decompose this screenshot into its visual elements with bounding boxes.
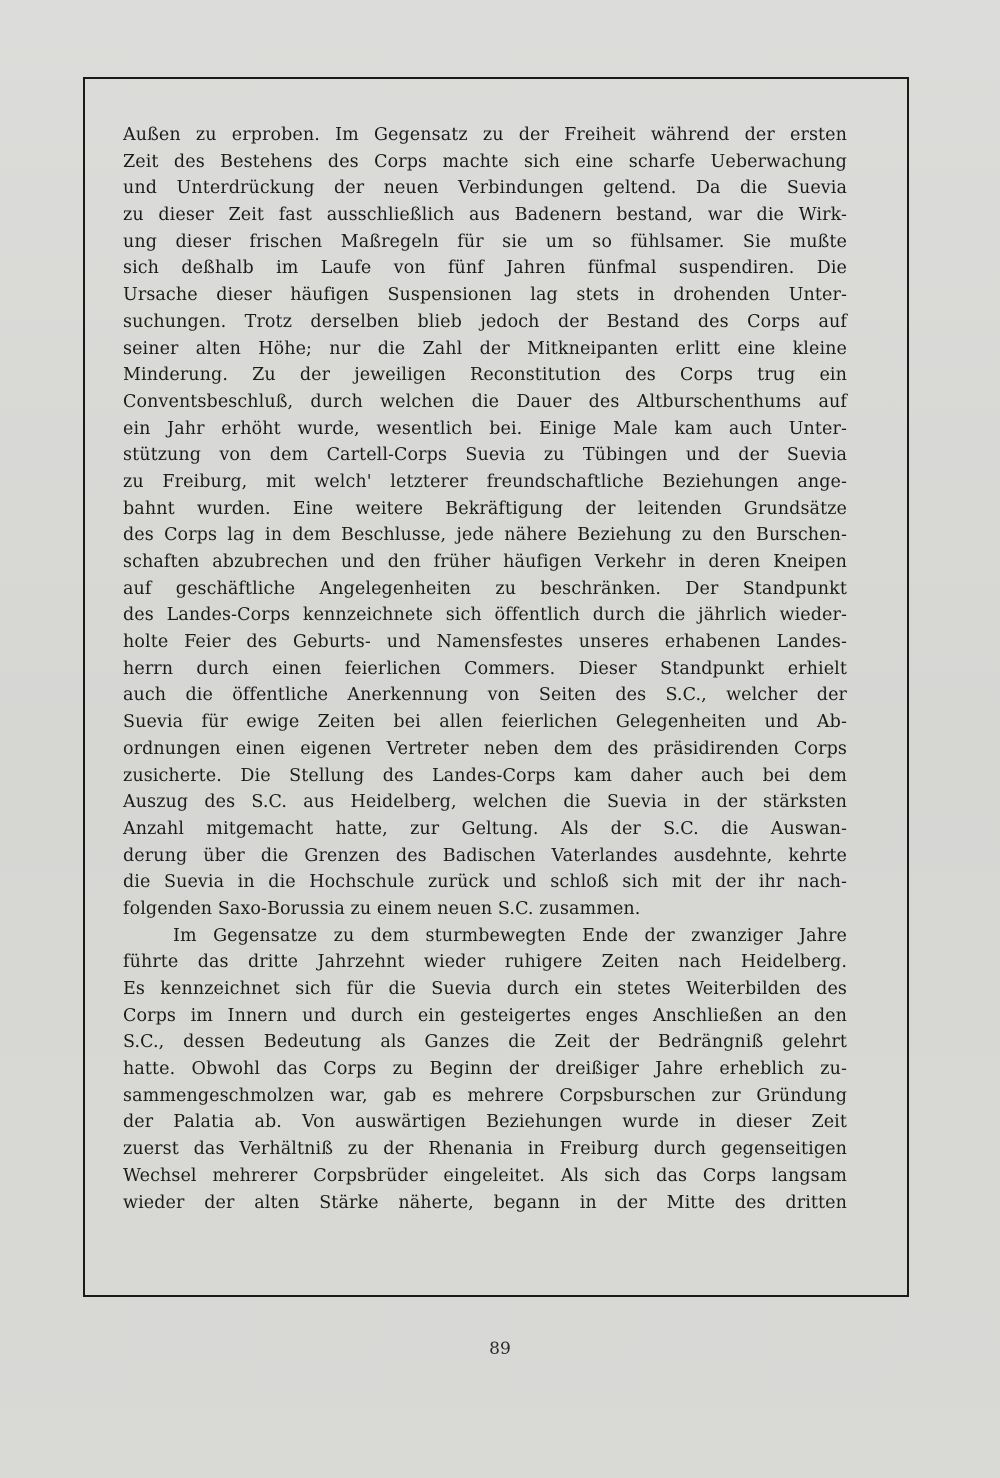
text-line: zu dieser Zeit fast ausschließlich aus Badenern bestand, war die Wirk- bbox=[123, 205, 847, 226]
text-line: des Corps lag in dem Beschlusse, jede nähere Beziehung zu den Burschen- bbox=[123, 525, 847, 546]
text-line: zu Freiburg, mit welch' letzterer freundschaftliche Beziehungen ange- bbox=[123, 471, 847, 492]
text-line: Im Gegensatze zu dem sturmbewegten Ende der zwanziger Jahre bbox=[173, 925, 847, 946]
text-line: des Landes-Corps kennzeichnete sich öffentlich durch die jährlich wieder- bbox=[123, 605, 847, 626]
body-text bbox=[123, 122, 847, 1216]
text-line: auch die öffentliche Anerkennung von Seiten des S.C., welcher der bbox=[123, 685, 847, 706]
text-line: Auszug des S.C. aus Heidelberg, welchen die Suevia in der stärksten bbox=[123, 792, 847, 813]
text-line: Es kennzeichnet sich für die Suevia durch ein stetes Weiterbilden des bbox=[123, 979, 847, 999]
text-line: ein Jahr erhöht wurde, wesentlich bei. Einige Male kam auch Unter- bbox=[123, 418, 847, 439]
text-line: Corps im Innern und durch ein gesteigertes enges Anschließen an den bbox=[123, 1005, 847, 1026]
text-line: Suevia für ewige Zeiten bei allen feierlichen Gelegenheiten und Ab- bbox=[123, 712, 847, 733]
text-line: zusicherte. Die Stellung des Landes-Corps kam daher auch bei dem bbox=[123, 765, 847, 786]
text-line: schaften abzubrechen und den früher häufigen Verkehr in deren Kneipen bbox=[123, 552, 847, 572]
text-line: sammengeschmolzen war, gab es mehrere Corpsburschen zur Gründung bbox=[123, 1085, 847, 1106]
page-number: 89 bbox=[489, 1339, 511, 1359]
text-line: herrn durch einen feierlichen Commers. Dieser Standpunkt erhielt bbox=[123, 658, 847, 679]
text-line: folgenden Saxo-Borussia zu einem neuen S.C. zusammen. bbox=[123, 898, 641, 919]
text-line: die Suevia in die Hochschule zurück und schloß sich mit der ihr nach- bbox=[123, 872, 847, 893]
text-line: wieder der alten Stärke näherte, begann in der Mitte des dritten bbox=[123, 1192, 847, 1213]
text-line: S.C., dessen Bedeutung als Ganzes die Zeit der Bedrängniß gelehrt bbox=[123, 1032, 847, 1053]
text-line: Conventsbeschluß, durch welchen die Dauer des Altburschenthums auf bbox=[123, 391, 847, 412]
text-line: Anzahl mitgemacht hatte, zur Geltung. Als der S.C. die Auswan- bbox=[123, 818, 847, 839]
text-line: zuerst das Verhältniß zu der Rhenania in Freiburg durch gegenseitigen bbox=[123, 1139, 847, 1160]
text-line: Zeit des Bestehens des Corps machte sich eine scharfe Ueberwachung bbox=[123, 151, 847, 172]
text-line: sich deßhalb im Laufe von fünf Jahren fünfmal suspendiren. Die bbox=[123, 258, 847, 279]
text-line: und Unterdrückung der neuen Verbindungen geltend. Da die Suevia bbox=[123, 178, 847, 199]
text-line: der Palatia ab. Von auswärtigen Beziehungen wurde in dieser Zeit bbox=[123, 1112, 847, 1133]
text-line: derung über die Grenzen des Badischen Vaterlandes ausdehnte, kehrte bbox=[123, 845, 847, 866]
text-line: ung dieser frischen Maßregeln für sie um so fühlsamer. Sie mußte bbox=[123, 231, 847, 252]
text-line: auf geschäftliche Angelegenheiten zu beschränken. Der Standpunkt bbox=[123, 578, 847, 599]
text-line: holte Feier des Geburts- und Namensfestes unseres erhabenen Landes- bbox=[123, 632, 847, 653]
text-line: führte das dritte Jahrzehnt wieder ruhigere Zeiten nach Heidelberg. bbox=[123, 952, 847, 973]
text-line: hatte. Obwohl das Corps zu Beginn der dreißiger Jahre erheblich zu- bbox=[123, 1059, 847, 1080]
text-line: bahnt wurden. Eine weitere Bekräftigung der leitenden Grundsätze bbox=[123, 498, 847, 519]
text-line: suchungen. Trotz derselben blieb jedoch der Bestand des Corps auf bbox=[123, 311, 847, 332]
text-line: Minderung. Zu der jeweiligen Reconstitution des Corps trug ein bbox=[123, 365, 847, 386]
text-line: stützung von dem Cartell-Corps Suevia zu Tübingen und der Suevia bbox=[123, 445, 847, 466]
text-line: seiner alten Höhe; nur die Zahl der Mitkneipanten erlitt eine kleine bbox=[123, 338, 847, 359]
text-line: Wechsel mehrerer Corpsbrüder eingeleitet. Als sich das Corps langsam bbox=[123, 1165, 847, 1186]
text-line: Außen zu erproben. Im Gegensatz zu der Freiheit während der ersten bbox=[123, 125, 847, 145]
text-line: ordnungen einen eigenen Vertreter neben dem des präsidirenden Corps bbox=[123, 738, 847, 759]
text-line: Ursache dieser häufigen Suspensionen lag stets in drohenden Unter- bbox=[123, 285, 847, 306]
